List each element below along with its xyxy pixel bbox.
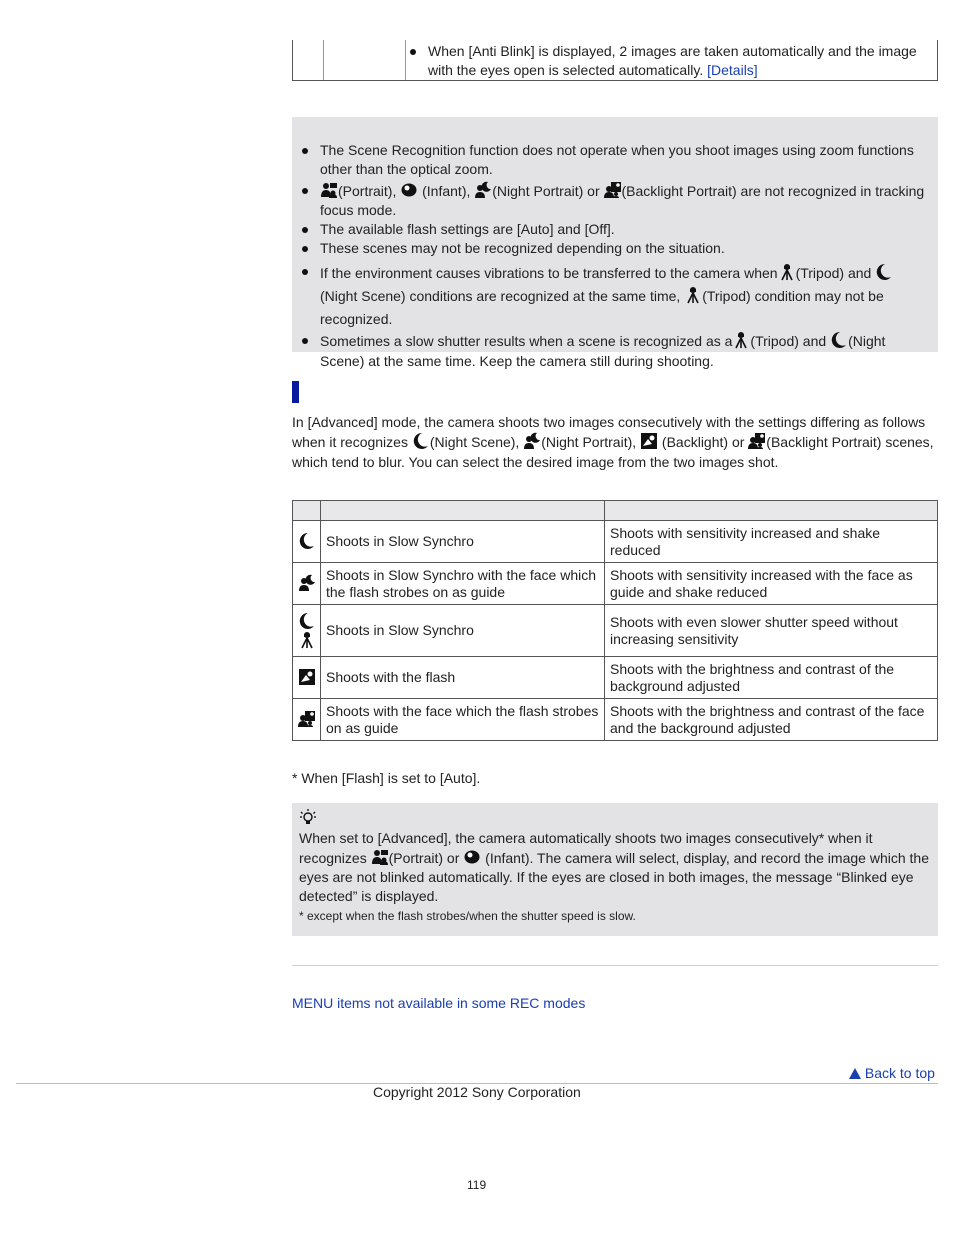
table-row	[293, 699, 938, 741]
table-cell: Shoots in Slow Synchro with the face which the flash strobes on as guide	[321, 563, 605, 605]
backlight-icon	[298, 668, 316, 686]
hint-text-part: When set to [Advanced], the camera automatically shoots two images consecutively* when it recognizes	[299, 830, 873, 866]
table-cell: Shoots with sensitivity increased and shake reduced	[605, 521, 938, 563]
table-header-cell	[605, 501, 938, 521]
advanced-settings-table	[292, 500, 938, 741]
note-text: (Infant),	[422, 183, 471, 199]
copyright: Copyright 2012 Sony Corporation	[373, 1084, 581, 1100]
list-item	[298, 181, 930, 220]
night-portrait-icon	[523, 432, 541, 450]
backlight-portrait-icon	[748, 432, 766, 450]
table-cell	[406, 42, 927, 80]
list-item	[298, 239, 930, 258]
table-row	[293, 605, 938, 657]
table-header-cell	[321, 501, 605, 521]
infant-icon	[463, 848, 481, 866]
table-cell: Shoots with sensitivity increased with the face as guide and shake reduced	[605, 563, 938, 605]
note-text: The Scene Recognition function does not operate when you shoot images using zoom functions other than the optical zoom.	[320, 142, 914, 177]
backlight-icon	[640, 432, 658, 450]
night-portrait-icon	[474, 181, 492, 199]
table-cell	[293, 699, 321, 741]
table-cell	[293, 605, 321, 657]
note-text: Sometimes a slow shutter results when a scene is recognized as a	[320, 333, 733, 349]
table-cell: Shoots with even slower shutter speed without increasing sensitivity	[605, 605, 938, 657]
back-to-top-label: Back to top	[864, 1065, 935, 1081]
advanced-paragraph	[292, 412, 940, 472]
notes-box	[292, 117, 938, 369]
hint-text	[299, 829, 931, 906]
table-cell: Shoots with the face which the flash strobes on as guide	[321, 699, 605, 741]
page-number: 119	[467, 1178, 487, 1192]
flash-footnote: * When [Flash] is set to [Auto].	[292, 770, 481, 786]
note-text: (Night Portrait) or	[492, 183, 600, 199]
note-text: (Tripod) and	[795, 265, 872, 281]
backlight-portrait-icon	[604, 181, 622, 199]
list-item	[298, 262, 930, 331]
note-text: (Tripod) and	[750, 333, 827, 349]
up-arrow-icon	[849, 1068, 861, 1079]
table-row	[293, 521, 938, 563]
note-text: (Night Scene) at the same time. Keep the camera still during shooting.	[320, 333, 886, 369]
table-cell	[323, 40, 406, 80]
tripod-icon	[684, 286, 702, 304]
paragraph-text: In [Advanced] mode, the camera shoots two images consecutively with the settings differing as follows when it recognizes	[292, 414, 926, 450]
details-link[interactable]: [Details]	[707, 62, 758, 78]
night-scene-icon	[412, 432, 430, 450]
notes-list	[298, 141, 930, 371]
hint-text-part: (Portrait) or	[388, 850, 460, 866]
table-header-cell	[293, 501, 321, 521]
table-cell: Shoots with the flash	[321, 657, 605, 699]
table-row	[293, 563, 938, 605]
table-cell: Shoots with the brightness and contrast of the face and the background adjusted	[605, 699, 938, 741]
tripod-icon	[732, 331, 750, 349]
list-item	[298, 220, 930, 239]
night-portrait-icon	[298, 574, 316, 592]
portrait-icon	[320, 181, 338, 199]
list-item	[406, 42, 927, 80]
infant-icon	[400, 181, 418, 199]
hint-footnote: * except when the flash strobes/when the shutter speed is slow.	[299, 909, 636, 923]
note-text: (Tripod) condition may not be recognized.	[320, 288, 884, 327]
night-scene-icon	[298, 612, 316, 630]
section-heading-bar	[292, 381, 299, 403]
bullet-list	[406, 42, 927, 80]
paragraph-text: (Night Portrait),	[541, 434, 637, 450]
note-text: (Backlight Portrait) are not recognized in tracking focus mode.	[320, 183, 925, 218]
lightbulb-icon	[299, 809, 317, 827]
portrait-icon	[371, 848, 389, 866]
hint-text-part: (Infant). The camera will select, display, and record the image which the eyes are not blinked automatically. If the eyes are closed in both images, the message “Blinked eye detected” is displayed.	[299, 850, 929, 904]
hint-box	[292, 803, 938, 936]
related-link-menu-items[interactable]: MENU items not available in some REC modes	[292, 995, 586, 1011]
table-cell	[293, 657, 321, 699]
tripod-icon	[778, 263, 796, 281]
note-text: (Night Scene) conditions are recognized at the same time,	[320, 288, 681, 304]
table-cell	[293, 563, 321, 605]
night-scene-icon	[298, 532, 316, 550]
paragraph-text: (Night Scene),	[429, 434, 520, 450]
table-row	[293, 657, 938, 699]
divider	[292, 965, 938, 966]
table-cell	[293, 40, 324, 80]
tripod-icon	[298, 631, 316, 649]
table-cell	[293, 521, 321, 563]
note-text: If the environment causes vibrations to be transferred to the camera when	[320, 265, 778, 281]
table-cell: Shoots in Slow Synchro	[321, 521, 605, 563]
note-text: (Portrait),	[338, 183, 397, 199]
paragraph-text: (Backlight Portrait) scenes, which tend to blur. You can select the desired image from the two images shot.	[292, 434, 934, 470]
table-cell: Shoots with the brightness and contrast of the background adjusted	[605, 657, 938, 699]
table-header-row	[293, 501, 938, 521]
night-scene-icon	[875, 263, 893, 281]
settings-table-fragment	[292, 40, 938, 81]
anti-blink-text: When [Anti Blink] is displayed, 2 images are taken automatically and the image with the eyes open is selected automatically.	[428, 43, 917, 78]
paragraph-text: (Backlight) or	[661, 434, 745, 450]
back-to-top-link[interactable]	[849, 1065, 935, 1081]
list-item	[298, 141, 930, 179]
table-cell: Shoots in Slow Synchro	[321, 605, 605, 657]
night-scene-icon	[830, 331, 848, 349]
note-text: These scenes may not be recognized depending on the situation.	[320, 240, 725, 256]
backlight-portrait-icon	[298, 710, 316, 728]
list-item	[298, 331, 930, 371]
note-text: The available flash settings are [Auto] and [Off].	[320, 221, 615, 237]
